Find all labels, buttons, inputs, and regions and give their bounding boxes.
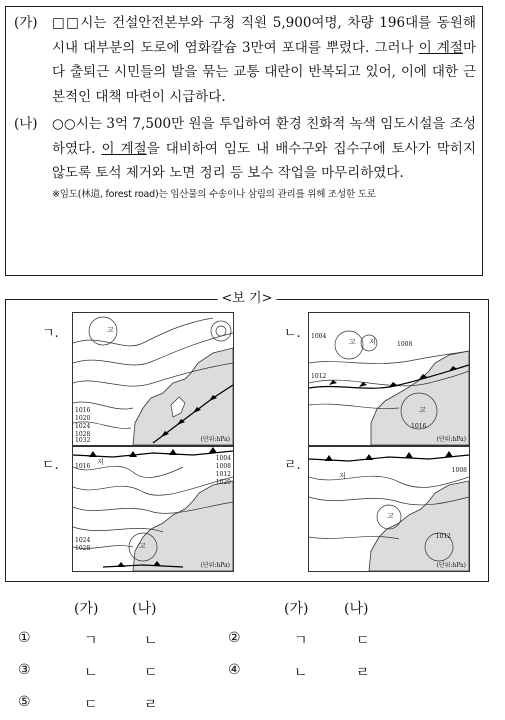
- isobar-c-6: 1028: [75, 545, 91, 552]
- isobar-a-1: 1020: [75, 415, 91, 422]
- center-c-0: 저: [97, 458, 104, 466]
- choice-5-num[interactable]: ⑤: [18, 694, 31, 710]
- na-text-1: ○○시는 3억 7,500만 원을 투입하여 환경 친화적 녹색 임도시설을 조성하였다.: [52, 116, 476, 157]
- unit-d: (단위:hPa): [436, 562, 466, 569]
- isobar-a-0: 1016: [75, 407, 91, 414]
- choice-2-na: ㄷ: [356, 633, 370, 649]
- choice-3-na: ㄷ: [144, 665, 158, 681]
- isobar-d-1: 1012: [435, 533, 451, 540]
- center-d-0: 고: [387, 512, 394, 520]
- choice-1-num[interactable]: ①: [18, 630, 31, 646]
- choice-5-na: ㄹ: [144, 697, 158, 713]
- center-d-1: 저: [339, 472, 346, 480]
- center-b-0: 고: [349, 338, 356, 346]
- map-label-c: ㄷ.: [42, 458, 59, 473]
- choice-1-ga: ㄱ: [84, 633, 98, 649]
- isobar-b-1: 1008: [397, 341, 413, 348]
- choice-3-ga: ㄴ: [84, 665, 98, 681]
- unit-a: (단위:hPa): [200, 436, 230, 443]
- choice-1-na: ㄴ: [144, 633, 158, 649]
- header-na-right: (나): [344, 601, 369, 617]
- answer-choices: [0, 596, 505, 716]
- choice-3-num[interactable]: ③: [18, 662, 31, 678]
- footnote: ※임도(林道, forest road)는 임산물의 수송이나 삼림의 관리를 위해 조성한 도로: [52, 188, 376, 200]
- passage-box: [5, 6, 483, 276]
- center-b-2: 고: [419, 406, 426, 414]
- isobar-b-3: 1016: [411, 423, 427, 430]
- isobar-c-1: 1008: [215, 463, 231, 470]
- isobar-d-0: 1008: [451, 467, 467, 474]
- map-label-d: ㄹ.: [284, 458, 301, 473]
- map-label-a: ㄱ.: [42, 326, 59, 341]
- ga-text-1: □□시는 건설안전본부와 구청 직원 5,900여명, 차량 196대를 동원해 시내 대부분의 도로에 염화칼슘 3만여 포대를 뿌렸다. 그러나: [52, 15, 476, 56]
- isobar-c-2: 1012: [215, 471, 231, 478]
- center-a-0: 고: [107, 326, 114, 334]
- marker-ga: (가): [14, 15, 38, 31]
- unit-c: (단위:hPa): [200, 562, 230, 569]
- weather-map-b: [308, 312, 470, 446]
- unit-b: (단위:hPa): [436, 436, 466, 443]
- choice-4-ga: ㄴ: [294, 665, 308, 681]
- header-na-left: (나): [132, 601, 157, 617]
- choice-5-ga: ㄷ: [84, 697, 98, 713]
- bogi-box: [5, 291, 489, 582]
- isobar-a-3: 1028: [75, 431, 91, 438]
- isobar-c-3: 1016: [75, 463, 91, 470]
- weather-map-d: [308, 446, 470, 572]
- paragraph-ga: [14, 11, 476, 109]
- choice-4-num[interactable]: ④: [228, 662, 241, 678]
- isobar-c-4: 1020: [215, 479, 231, 486]
- marker-na: (나): [14, 116, 38, 132]
- center-c-1: 고: [139, 542, 146, 550]
- isobar-c-0: 1004: [215, 455, 231, 462]
- weather-map-a: [72, 312, 234, 446]
- ga-underline: 이 계절: [418, 39, 463, 56]
- isobar-b-0: 1004: [311, 333, 327, 340]
- choice-4-na: ㄹ: [356, 665, 370, 681]
- na-text-2: 을 대비하여 임도 내 배수구와 집수구에 토사가 막히지 않도록 토석 제거와 노면 정리 등 보수 작업을 마무리하였다.: [52, 140, 476, 181]
- map-label-b: ㄴ.: [284, 326, 301, 341]
- isobar-a-4: 1032: [75, 437, 91, 444]
- ga-text-2: 마다 출퇴근 시민들의 발을 묶는 교통 대란이 반복되고 있어, 이에 대한 근본적인 대책 마련이 시급하다.: [52, 39, 476, 105]
- isobar-a-2: 1024: [75, 423, 91, 430]
- weather-map-c: [72, 446, 234, 572]
- na-underline: 이 계절: [101, 140, 147, 157]
- header-ga-right: (가): [284, 601, 309, 617]
- isobar-b-2: 1012: [311, 373, 327, 380]
- bogi-title: <보 기>: [217, 291, 276, 307]
- header-ga-left: (가): [74, 601, 99, 617]
- isobar-c-5: 1024: [75, 537, 91, 544]
- choice-2-ga: ㄱ: [294, 633, 308, 649]
- center-b-1: 저: [369, 338, 376, 346]
- paragraph-na: [14, 112, 476, 186]
- choice-2-num[interactable]: ②: [228, 630, 241, 646]
